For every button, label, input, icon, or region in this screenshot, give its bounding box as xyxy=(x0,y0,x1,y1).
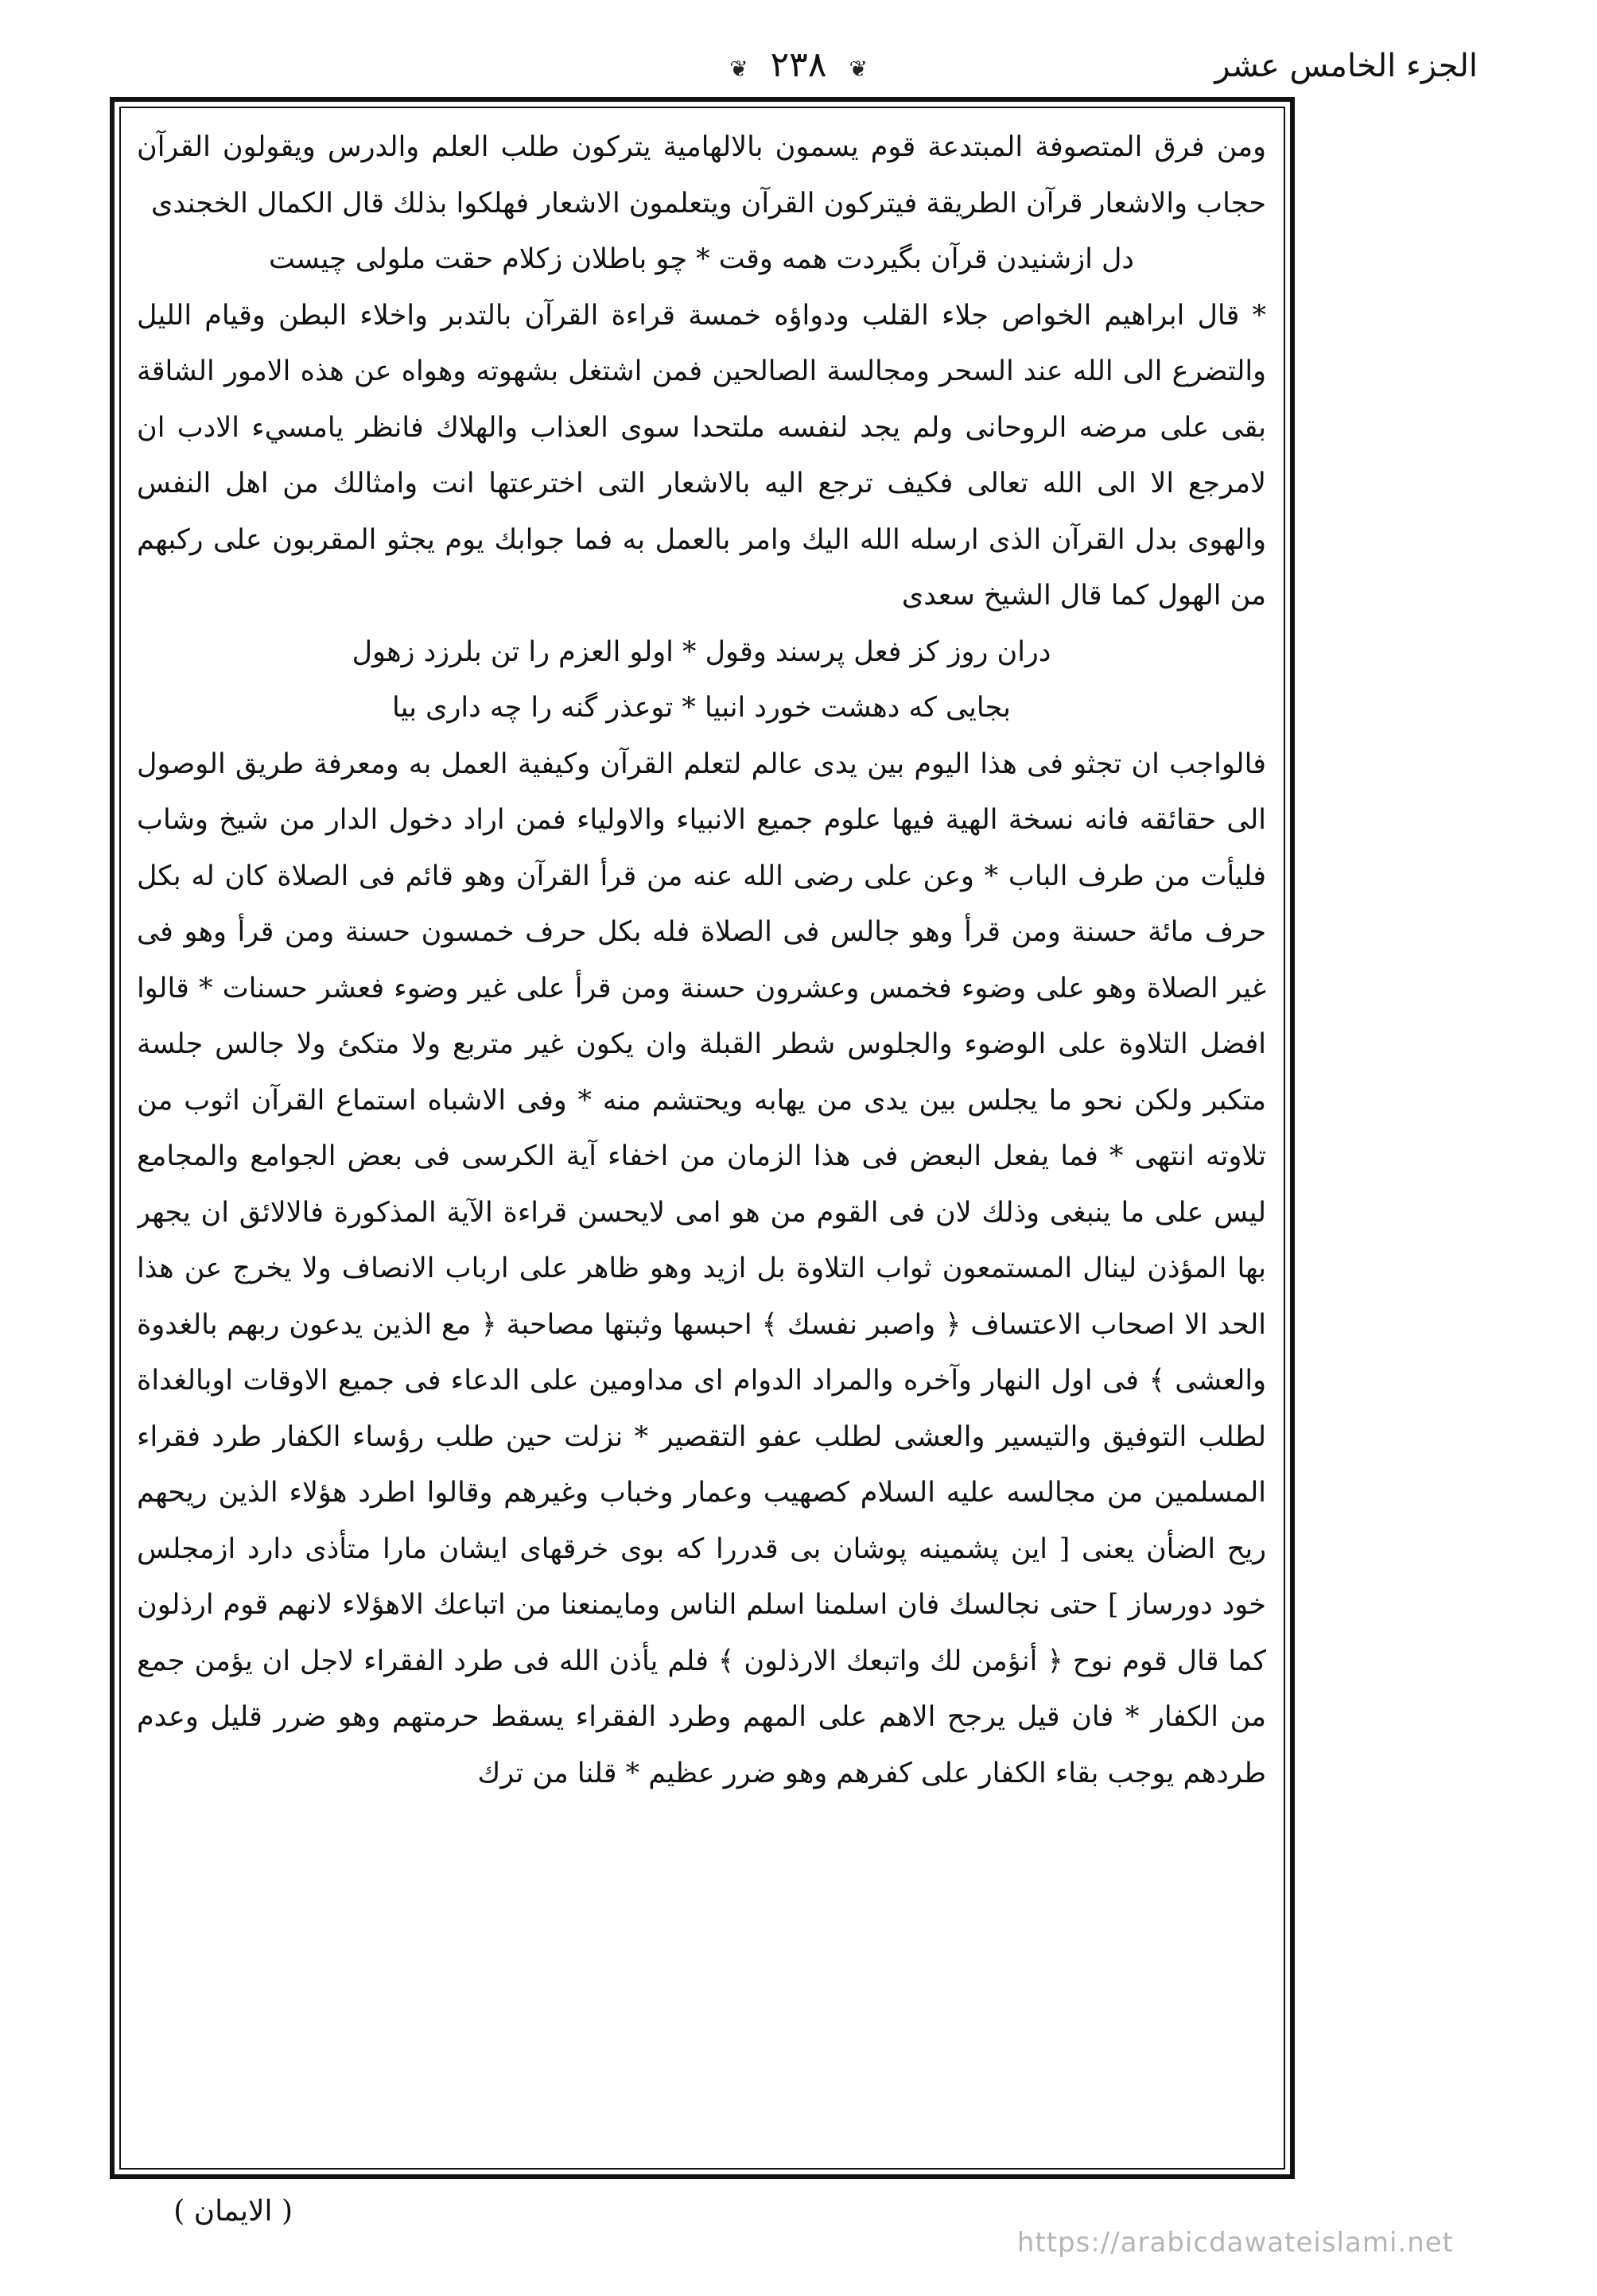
paragraph: فالواجب ان تجثو فى هذا اليوم بين يدى عالم لتعلم القرآن وكيفية العمل به ومعرفة طريق الوصول الى حقائقه فانه نسخة الهية فيها علوم جميع الانبياء والاولياء فمن اراد دخول الدار من شيخ وشاب فليأت من طرف الباب * وعن على رضى الله عنه من قرأ القرآن وهو قائم فى الصلاة كان له بكل حرف مائة حسنة ومن قرأ وهو جالس فى الصلاة فله بكل حرف خمسون حسنة ومن قرأ وهو فى غير الصلاة وهو على وضوء فخمس وعشرون حسنة ومن قرأ على غير وضوء فعشر حسنات * قالوا افضل التلاوة على الوضوء والجلوس شطر القبلة وان يكون غير متربع ولا متكئ ولا جالس جلسة متكبر ولكن نحو ما يجلس بين يدى من يهابه ويحتشم منه * وفى الاشباه استماع القرآن اثوب من تلاوته انتهى * فما يفعل البعض فى هذا الزمان من اخفاء آية الكرسى فى بعض الجوامع والمجامع ليس على ما ينبغى وذلك لان فى القوم من هو امى لايحسن قراءة الآية المذكورة فالالائق ان يجهر بها المؤذن لينال المستمعون ثواب التلاوة بل ازيد وهو ظاهر على ارباب الانصاف ولا يخرج عن هذا الحد الا اصحاب الاعتساف ﴿ واصبر نفسك ﴾ احبسها وثبتها مصاحبة ﴿ مع الذين يدعون ربهم بالغدوة والعشى ﴾ فى اول النهار وآخره والمراد الدوام اى مداومين على الدعاء فى جميع الاوقات اوبالغداة لطلب التوفيق والتيسير والعشى لطلب عفو التقصير * نزلت حين طلب رؤساء الكفار طرد فقراء المسلمين من مجالسه عليه السلام كصهيب وعمار وخباب وغيرهم وقالوا اطرد هؤلاء الذين ريحهم ريح الضأن يعنى [ اين پشمينه پوشان بى قدررا كه بوى خرقهاى ايشان مارا متأذى دارد ازمجلس خود دورساز ] حتى نجالسك فان اسلمنا اسلم الناس ومايمنعنا من اتباعك الاهؤلاء لانهم قوم ارذلون كما قال قوم نوح ﴿ أنؤمن لك واتبعك الارذلون ﴾ فلم يأذن الله فى طرد الفقراء لاجل ان يؤمن جمع من الكفار * فان قيل يرجح الاهم على المهم وطرد الفقراء يسقط حرمتهم وهو ضرر قليل وعدم طردهم يوجب بقاء الكفار على كفرهم وهو ضرر عظيم * قلنا من ترك xyxy=(137,748,1266,1789)
poetry-verse: دران روز كز فعل پرسند وقول * اولو العزم را تن بلرزد زهول xyxy=(352,635,1051,668)
running-title: الجزء الخامس عشر xyxy=(1214,48,1478,84)
ornament-icon: ❦ xyxy=(849,56,868,82)
paragraph: * قال ابراهيم الخواص جلاء القلب ودواؤه خمسة قراءة القرآن بالتدبر واخلاء البطن وقيام الليل والتضرع الى الله عند السحر ومجالسة الصالحين فمن اشتغل بشهوته وهواه عن هذه الامور الشاقة بقى على مرضه الروحانى ولم يجد لنفسه ملتحدا سوى العذاب والهلاك فانظر يامسيء الادب ان لامرجع الا الى الله تعالى فكيف ترجع اليه بالاشعار التى اخترعتها انت وامثالك من اهل النفس والهوى بدل القرآن الذى ارسله الله اليك وامر بالعمل به فما جوابك يوم يجثو المقربون على ركبهم من الهول كما قال الشيخ سعدى xyxy=(137,299,1266,612)
page-number-block xyxy=(718,45,879,85)
poetry-verse: بجايى كه دهشت خورد انبيا * توعذر گنه را چه دارى بيا xyxy=(392,692,1011,724)
poetry-verse: دل ازشنيدن قرآن بگيردت همه وقت * چو باطلان زكلام حقت ملولى چيست xyxy=(268,243,1134,275)
ornament-icon: ❦ xyxy=(729,56,748,82)
catchword: ( الايمان ) xyxy=(173,2195,293,2228)
watermark-link[interactable]: https://arabicdawateislami.net xyxy=(1016,2227,1454,2259)
paragraph: ومن فرق المتصوفة المبتدعة قوم يسمون بالالهامية يتركون طلب العلم والدرس ويقولون القرآن حجاب والاشعار قرآن الطريقة فيتركون القرآن ويتعلمون الاشعار فهلكوا بذلك قال الكمال الخجندى xyxy=(137,131,1266,219)
page-header xyxy=(119,41,1478,105)
page-number: ٢٣٨ xyxy=(770,45,827,85)
main-text xyxy=(137,119,1266,2155)
